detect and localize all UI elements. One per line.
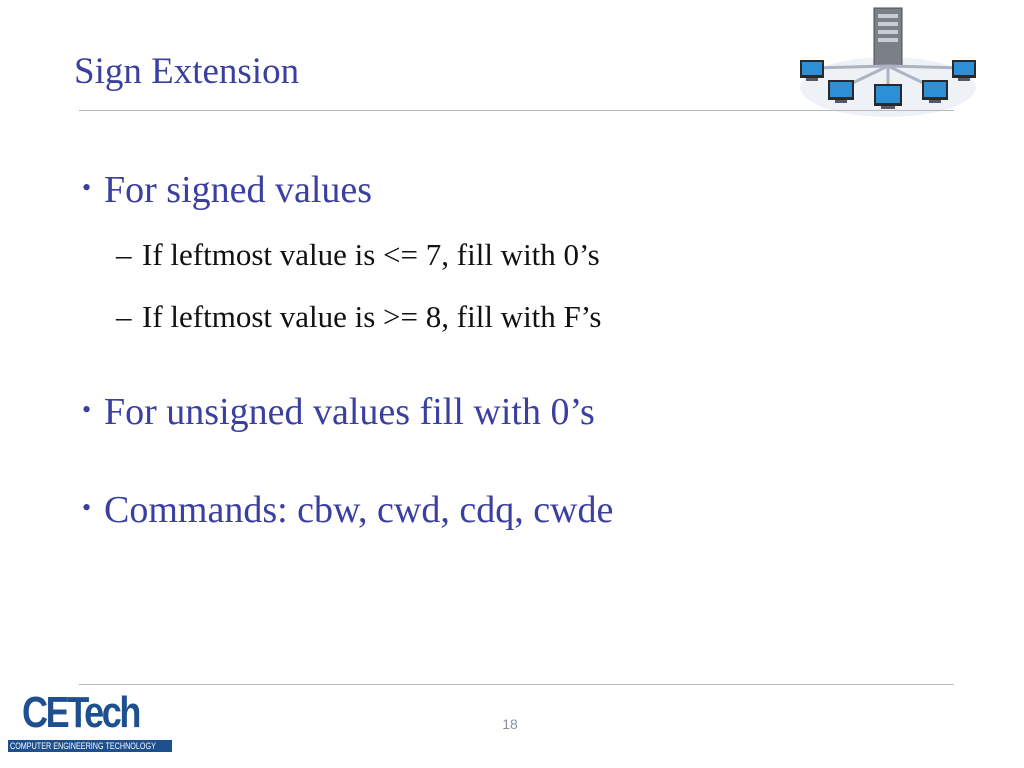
sub-bullet-text: If leftmost value is >= 8, fill with F’s [142, 299, 602, 334]
dash-marker: – [116, 299, 132, 334]
bullet-marker: • [82, 493, 92, 522]
logo-wordmark: CETech [22, 688, 139, 737]
logo-tagline: COMPUTER ENGINEERING TECHNOLOGY [10, 741, 156, 751]
bullet-marker: • [82, 173, 92, 202]
cetech-logo [8, 690, 172, 762]
bullet-text: For unsigned values fill with 0’s [104, 391, 595, 433]
footer-divider [79, 684, 954, 685]
bullet-text: Commands: cbw, cwd, cdq, cwde [104, 489, 614, 531]
sub-bullet-text: If leftmost value is <= 7, fill with 0’s [142, 237, 600, 272]
page-number: 18 [502, 716, 518, 732]
bullet-item [82, 393, 595, 431]
bullet-item [82, 171, 372, 209]
bullet-text: For signed values [104, 169, 373, 211]
sub-bullet-item [116, 239, 600, 270]
dash-marker: – [116, 237, 132, 272]
bullet-item [82, 491, 613, 529]
bullet-marker: • [82, 395, 92, 424]
sub-bullet-item [116, 301, 601, 332]
title-divider [79, 110, 954, 111]
slide-title: Sign Extension [74, 51, 300, 92]
